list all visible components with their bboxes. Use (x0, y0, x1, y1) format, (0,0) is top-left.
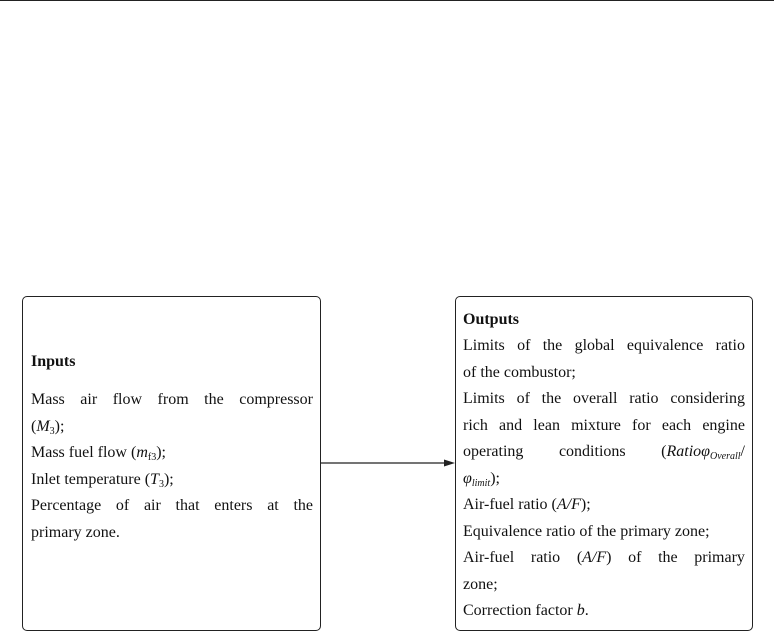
outputs-title: Outputs (463, 311, 520, 328)
var-phi: φ (463, 469, 472, 487)
outputs-line-2: of the combustor; (463, 363, 576, 381)
subscript: 3 (158, 478, 164, 490)
word: operating (463, 443, 524, 460)
outputs-line-7 (463, 492, 745, 519)
word: of (628, 549, 642, 566)
af-group: (A/F) (576, 549, 612, 566)
text: ); (156, 444, 166, 461)
word: that (175, 497, 200, 514)
text: Air-fuel ratio ( (463, 496, 557, 513)
word: compressor (239, 391, 313, 408)
word: ratio (715, 337, 745, 354)
var-t3: T (150, 470, 159, 488)
outputs-line-11 (463, 598, 745, 625)
var-af: A/F (582, 549, 607, 566)
var-b: b (576, 602, 585, 619)
ratio-expression: (Ratioφ$_{Overall}$/ (661, 443, 745, 462)
outputs-line-3 (463, 386, 745, 413)
subscript: Overall (710, 451, 741, 462)
word: ratio (629, 390, 659, 407)
outputs-box (455, 296, 753, 631)
text: Correction factor (463, 602, 577, 619)
word: lean (533, 416, 560, 434)
word: conditions (558, 443, 626, 460)
arrow-head (444, 460, 455, 467)
word: enters (214, 497, 253, 514)
word: considering (670, 390, 745, 407)
word: of (517, 337, 531, 354)
word: the (541, 390, 562, 407)
word: global (574, 337, 615, 354)
text: ); (580, 496, 591, 513)
text: . (584, 602, 589, 619)
text: / (740, 443, 745, 460)
word: of (115, 497, 130, 514)
subscript: f3 (147, 452, 157, 463)
text: ); (490, 469, 500, 487)
word: engine (702, 416, 745, 434)
outputs-line-6 (463, 466, 745, 493)
subscript: 3 (49, 425, 55, 437)
text: Mass fuel flow ( (31, 444, 137, 461)
var-mf3: m (136, 444, 148, 461)
outputs-line-4 (463, 413, 745, 440)
word: the (293, 497, 313, 514)
outputs-line-10: zone; (463, 575, 498, 593)
var-ratio-phi: Ratioφ (666, 443, 710, 460)
outputs-line-5 (463, 439, 745, 466)
word: Limits (463, 390, 505, 407)
word: air (80, 391, 98, 408)
var-m3: M (36, 417, 50, 435)
outputs-line-8: Equivalence ratio of the primary zone; (463, 522, 710, 540)
word: the (542, 337, 563, 354)
word: flow (112, 391, 143, 408)
word: air (143, 497, 161, 514)
word: Percentage (31, 497, 102, 514)
text: ); (163, 470, 174, 488)
word: mixture (571, 416, 621, 434)
inputs-line-6: primary zone. (31, 523, 120, 541)
word: of (516, 390, 530, 407)
word: Air-fuel (463, 549, 515, 566)
word: from (157, 391, 189, 408)
word: each (661, 416, 692, 434)
word: overall (573, 390, 618, 407)
word: primary (694, 549, 745, 566)
word: equivalence (626, 337, 704, 354)
text: Inlet temperature ( (31, 470, 151, 488)
word: the (658, 549, 678, 566)
var-af: A/F (556, 496, 581, 513)
word: the (204, 391, 224, 408)
word: at (267, 497, 279, 514)
subscript: limit (471, 477, 491, 489)
word: Mass (31, 391, 65, 408)
word: for (632, 416, 651, 434)
word: rich (463, 416, 488, 434)
outputs-line-9 (463, 545, 745, 572)
inputs-line-2: $(M_3)$; (31, 417, 65, 437)
outputs-line-1 (463, 333, 745, 360)
word: Limits (463, 337, 505, 354)
text: ); (54, 417, 65, 435)
word: ratio (530, 549, 561, 566)
inputs-title: Inputs (31, 353, 76, 370)
word: and (499, 416, 523, 434)
